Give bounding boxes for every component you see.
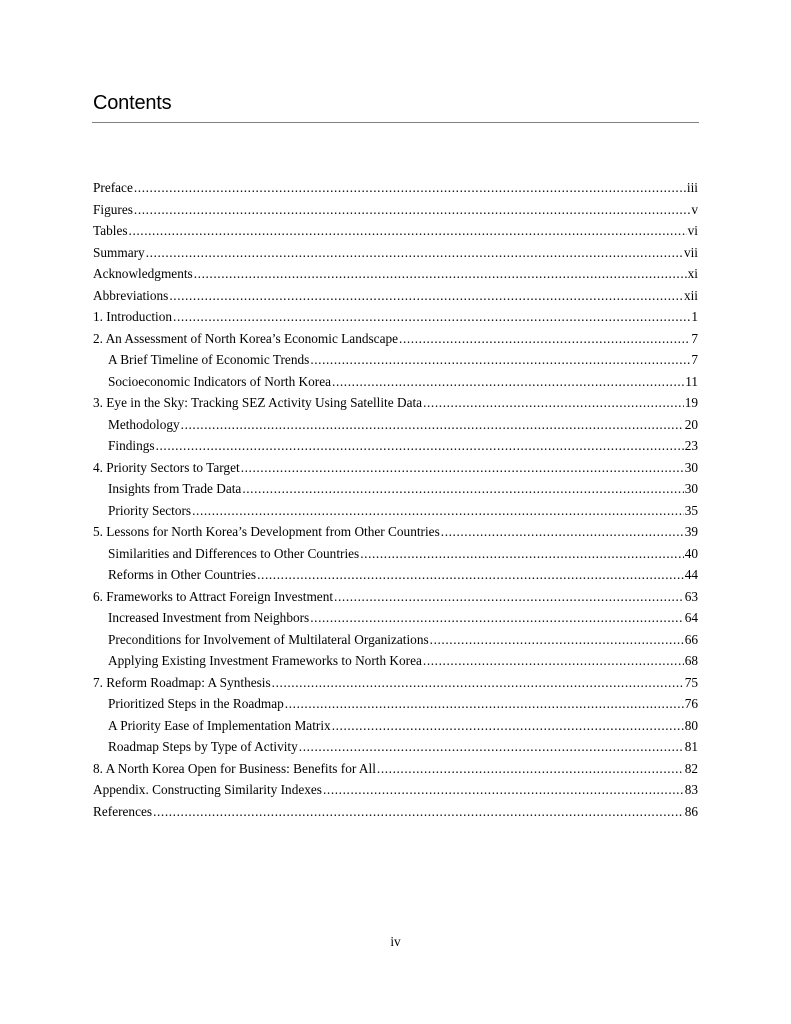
dot-leader	[156, 435, 684, 457]
toc-entry-label: 6. Frameworks to Attract Foreign Investment	[93, 588, 334, 604]
toc-entry-page: 30	[684, 459, 698, 475]
toc-entry[interactable]	[93, 500, 698, 522]
toc-entry[interactable]	[93, 285, 698, 307]
dot-leader	[323, 779, 684, 801]
toc-entry[interactable]	[93, 564, 698, 586]
toc-entry-page: 30	[684, 481, 698, 496]
toc-entry-page: iii	[686, 180, 698, 195]
toc-entry-label: Reforms in Other Countries	[108, 567, 257, 582]
dot-leader	[310, 349, 690, 371]
dot-leader	[441, 521, 684, 543]
dot-leader	[129, 220, 687, 242]
toc-entry-page: 63	[684, 588, 698, 604]
dot-leader	[399, 328, 690, 350]
toc-entry-page: 19	[684, 395, 698, 410]
toc-entry[interactable]	[93, 371, 698, 393]
toc-entry[interactable]	[93, 736, 698, 758]
toc-entry-label: Tables	[93, 223, 128, 238]
toc-entry-page: xi	[687, 266, 698, 281]
toc-entry-label: Similarities and Differences to Other Countries	[108, 545, 360, 561]
dot-leader	[146, 242, 683, 264]
toc-entry-page: 81	[684, 739, 698, 754]
dot-leader	[377, 758, 684, 780]
toc-entry-page: 1	[691, 309, 698, 324]
toc-entry-label: Roadmap Steps by Type of Activity	[108, 739, 298, 754]
toc-entry-page: 64	[684, 610, 698, 625]
toc-entry[interactable]	[93, 478, 698, 500]
toc-entry-label: 3. Eye in the Sky: Tracking SEZ Activity Using Satellite Data	[93, 395, 423, 410]
toc-entry-page: 39	[684, 524, 698, 539]
toc-entry[interactable]	[93, 199, 698, 221]
dot-leader	[257, 564, 684, 586]
toc-entry[interactable]	[93, 672, 698, 694]
toc-entry-label: Appendix. Constructing Similarity Indexes	[93, 782, 322, 797]
dot-leader	[169, 285, 683, 307]
toc-entry[interactable]	[93, 521, 698, 543]
dot-leader	[134, 199, 690, 221]
dot-leader	[134, 177, 686, 199]
dot-leader	[299, 736, 684, 758]
toc-entry-label: Insights from Trade Data	[108, 481, 242, 496]
toc-entry-label: Preface	[93, 180, 133, 195]
toc-entry-page: vi	[687, 223, 698, 238]
title-divider	[92, 122, 699, 123]
dot-leader	[153, 801, 684, 823]
dot-leader	[332, 371, 684, 393]
toc-entry-page: 35	[684, 502, 698, 518]
toc-entry[interactable]	[93, 607, 698, 629]
toc-entry[interactable]	[93, 328, 698, 350]
toc-entry-label: Priority Sectors	[108, 502, 192, 518]
dot-leader	[242, 478, 683, 500]
toc-entry-page: 40	[684, 545, 698, 561]
toc-entry-label: Methodology	[108, 416, 180, 432]
toc-entry-label: A Brief Timeline of Economic Trends	[108, 352, 310, 367]
toc-entry-label: References	[93, 803, 153, 819]
toc-entry-page: 75	[684, 674, 698, 690]
toc-entry[interactable]	[93, 801, 698, 823]
toc-entry-page: 7	[691, 330, 698, 346]
toc-entry-label: Acknowledgments	[93, 266, 193, 281]
toc-entry-page: 68	[684, 653, 698, 668]
toc-entry-label: A Priority Ease of Implementation Matrix	[108, 717, 331, 733]
toc-entry-label: Socioeconomic Indicators of North Korea	[108, 373, 332, 389]
table-of-contents	[93, 177, 698, 822]
toc-entry-label: Preconditions for Involvement of Multilateral Organizations	[108, 631, 429, 647]
dot-leader	[241, 457, 684, 479]
toc-entry-label: Findings	[108, 438, 155, 453]
dot-leader	[423, 650, 684, 672]
toc-entry-page: 66	[684, 631, 698, 647]
toc-entry-page: 76	[684, 696, 698, 711]
toc-entry[interactable]	[93, 779, 698, 801]
dot-leader	[194, 263, 687, 285]
toc-entry-page: 20	[684, 416, 698, 432]
toc-entry-page: v	[691, 201, 698, 217]
toc-entry[interactable]	[93, 242, 698, 264]
toc-entry[interactable]	[93, 543, 698, 565]
dot-leader	[423, 392, 684, 414]
toc-entry-label: Increased Investment from Neighbors	[108, 610, 310, 625]
toc-entry-page: 23	[684, 438, 698, 453]
dot-leader	[430, 629, 684, 651]
toc-entry-page: 82	[684, 760, 698, 776]
toc-entry-page: 86	[684, 803, 698, 819]
dot-leader	[173, 306, 690, 328]
toc-entry-label: 5. Lessons for North Korea’s Development from Other Countries	[93, 524, 440, 539]
dot-leader	[360, 543, 683, 565]
page-number: iv	[390, 934, 401, 949]
toc-entry-label: Prioritized Steps in the Roadmap	[108, 696, 284, 711]
toc-entry[interactable]	[93, 650, 698, 672]
toc-entry[interactable]	[93, 629, 698, 651]
toc-entry-page: 44	[684, 567, 698, 582]
toc-entry-page: vii	[683, 244, 698, 260]
toc-entry-label: Abbreviations	[93, 287, 169, 303]
toc-entry[interactable]	[93, 758, 698, 780]
toc-entry[interactable]	[93, 220, 698, 242]
dot-leader	[332, 715, 684, 737]
toc-entry-page: 80	[684, 717, 698, 733]
toc-entry-page: 7	[691, 352, 698, 367]
toc-entry[interactable]	[93, 306, 698, 328]
toc-entry[interactable]	[93, 586, 698, 608]
dot-leader	[334, 586, 684, 608]
toc-entry[interactable]	[93, 693, 698, 715]
page-title: Contents	[93, 92, 172, 114]
toc-entry[interactable]	[93, 177, 698, 199]
toc-entry[interactable]	[93, 392, 698, 414]
toc-entry[interactable]	[93, 349, 698, 371]
toc-entry-label: 8. A North Korea Open for Business: Benefits for All	[93, 760, 376, 776]
toc-entry[interactable]	[93, 414, 698, 436]
dot-leader	[192, 500, 684, 522]
toc-entry-page: xii	[683, 287, 698, 303]
toc-entry-label: 7. Reform Roadmap: A Synthesis	[93, 674, 271, 690]
toc-entry[interactable]	[93, 457, 698, 479]
toc-entry-label: Figures	[93, 201, 133, 217]
toc-entry[interactable]	[93, 435, 698, 457]
toc-entry-label: 1. Introduction	[93, 309, 173, 324]
toc-entry-label: Summary	[93, 244, 145, 260]
toc-entry-page: 83	[684, 782, 698, 797]
toc-entry[interactable]	[93, 263, 698, 285]
dot-leader	[285, 693, 684, 715]
dot-leader	[181, 414, 684, 436]
dot-leader	[272, 672, 684, 694]
toc-entry-label: 4. Priority Sectors to Target	[93, 459, 240, 475]
toc-entry-label: 2. An Assessment of North Korea’s Economic Landscape	[93, 330, 399, 346]
dot-leader	[310, 607, 683, 629]
toc-entry-label: Applying Existing Investment Frameworks to North Korea	[108, 653, 422, 668]
toc-entry-page: 11	[685, 373, 698, 389]
toc-entry[interactable]	[93, 715, 698, 737]
